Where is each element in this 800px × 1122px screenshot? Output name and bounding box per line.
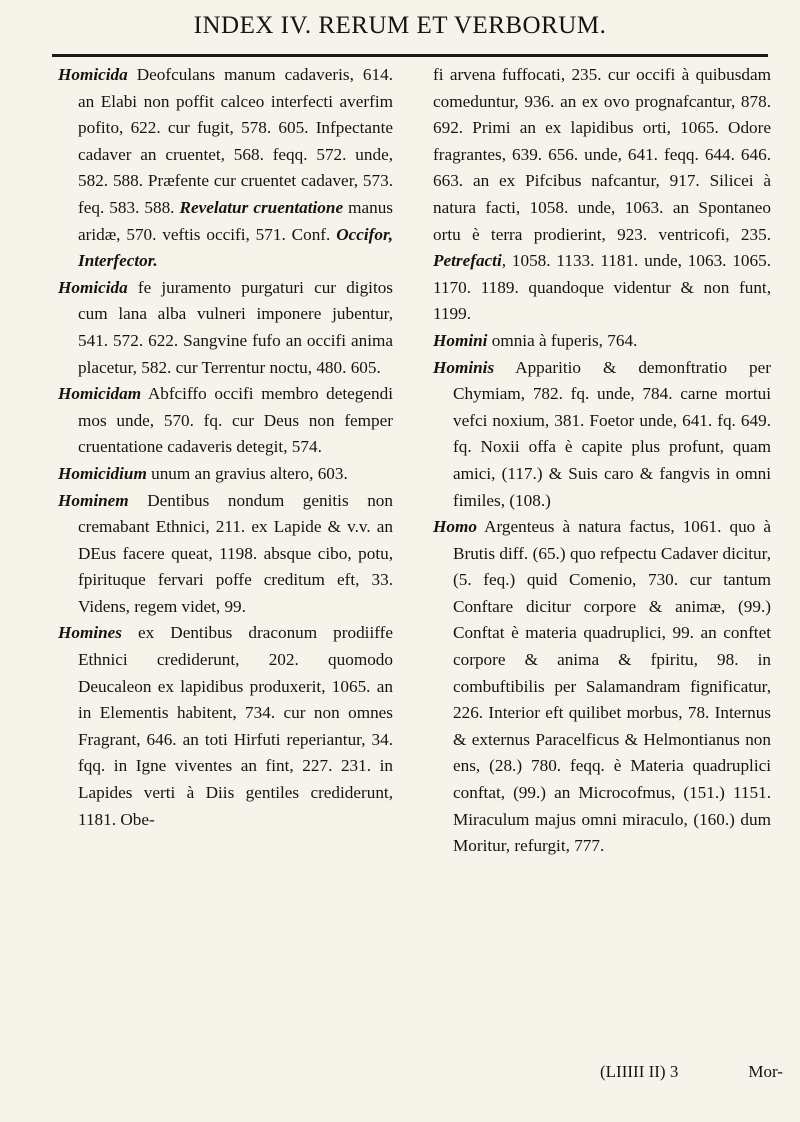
headword: Homini: [433, 330, 488, 350]
entry-text: , 1058. 1133. 1181. unde, 1063. 1065. 1170. 1189. quandoque videntur & non funt, 1199.: [433, 251, 771, 324]
headword: Hominem: [58, 490, 129, 510]
index-entry: [58, 62, 393, 275]
index-entry: [58, 461, 393, 488]
index-entry: [58, 381, 393, 461]
index-entry-continued: [433, 62, 771, 328]
index-entry: [58, 488, 393, 621]
headword: Homines: [58, 623, 122, 643]
left-column: [58, 62, 393, 833]
entry-text: Apparitio & demonftratio per Chymiam, 782. fq. unde, 784. carne mortui vefci noxium, 381. Foetor unde, 641. fq. 649. fq. Noxii offa è capite plus profunt, quam amici, (117.) & Suis caro & fangvis in omni fimiles, (108.): [453, 357, 771, 510]
headword: Homicidium: [58, 463, 147, 483]
index-entry: [58, 620, 393, 833]
headword: Homicida: [58, 65, 128, 84]
index-entry: [433, 514, 771, 860]
headword: Homicidam: [58, 384, 142, 404]
right-column: [433, 62, 771, 860]
headword: Homicida: [58, 277, 128, 297]
entry-text: Argenteus à natura factus, 1061. quo à Brutis diff. (65.) quo refpectu Cadaver dicitur, (5. feq.) quid Comenio, 730. cur tantum Conftare dicitur corpore & animæ, (99.) Conftat è materia quadruplici, 99. an conftet corpore & anima & fpiritu, 98. in combuftibilis per Salamandram fignificatur, 226. Interior eft quilibet morbus, 78. Internus & externus Paracelficus & Helmontianus non ens, (28.) 780. feqq. è Materia quadruplici conftat, (99.) an Microcofmus, (151.) 1151. Miraculum majus omni miraculo, (160.) dum Moritur, refurgit, 777.: [453, 517, 771, 856]
entry-text: omnia à fuperis, 764.: [487, 330, 638, 350]
running-header: INDEX IV. RERUM ET VERBORUM.: [193, 12, 607, 39]
entry-text: fi arvena fuffocati, 235. cur occifi à quibusdam comeduntur, 936. an ex ovo prognafcantur, 878. 692. Primi an ex lapidibus orti, 1065. Odore fragrantes, 639. 656. unde, 641. feqq. 644. 646. 663. an ex Pifcibus nafcantur, 917. Silicei à natura facti, 1058. unde, 1063. an Spontaneo ortu è terra prodierint, 923. ventricofi, 235.: [433, 65, 771, 244]
header-rule: [52, 54, 768, 57]
entry-text: fe juramento purgaturi cur digitos cum lana alba vulneri imponere jubentur, 541. 572. 622. Sangvine fufo an occifi anima placetur, 582. cur Terrentur noctu, 480. 605.: [78, 277, 393, 377]
headword: Homo: [433, 517, 477, 537]
entry-text: unum an gravius altero, 603.: [146, 463, 348, 483]
catchword: Mor-: [748, 1062, 783, 1081]
headword: Hominis: [433, 357, 495, 377]
entry-text: Deofculans manum cadaveris, 614. an Elabi non poffit calceo interfecti averfim pofito, 622. cur fugit, 578. 605. Infpectante cadaver an cruentet, 568. feqq. 572. unde, 582. 588. Præfente cur cruentet cadaver, 573. feq. 583. 588.: [78, 65, 393, 217]
index-entry: [433, 355, 771, 515]
page-footer: [600, 1062, 783, 1082]
index-entry: [433, 328, 771, 355]
entry-text: manus aridæ, 570. veftis occifi, 571. Conf.: [78, 197, 393, 244]
entry-italic: Petrefacti: [433, 251, 502, 271]
signature-mark: (LIIIII II) 3: [600, 1062, 679, 1081]
cross-reference: Occifor, Interfector.: [78, 224, 393, 271]
entry-text: ex Dentibus draconum prodiiffe Ethnici crediderunt, 202. quomodo Deucaleon ex lapidibus produxerit, 1065. an in Elementis habitent, 734. cur non omnes Fragrant, 646. an toti Hirfuti reperiantur, 34. fqq. in Igne viventes an fint, 227. 231. in Lapides verti à Diis gentiles crediderunt, 1181. Obe-: [78, 623, 393, 829]
entry-italic: Revelatur cruentatione: [179, 197, 344, 217]
entry-text: Dentibus nondum genitis non cremabant Ethnici, 211. ex Lapide & v.v. an DEus facere queat, 1198. absque cibo, potu, fpirituque fervari poffe creditum eft, 33. Videns, regem videt, 99.: [78, 490, 393, 616]
index-entry: [58, 275, 393, 381]
entry-text: Abfciffo occifi membro detegendi mos unde, 570. fq. cur Deus non femper cruentatione cadaveris detegit, 574.: [78, 384, 393, 457]
